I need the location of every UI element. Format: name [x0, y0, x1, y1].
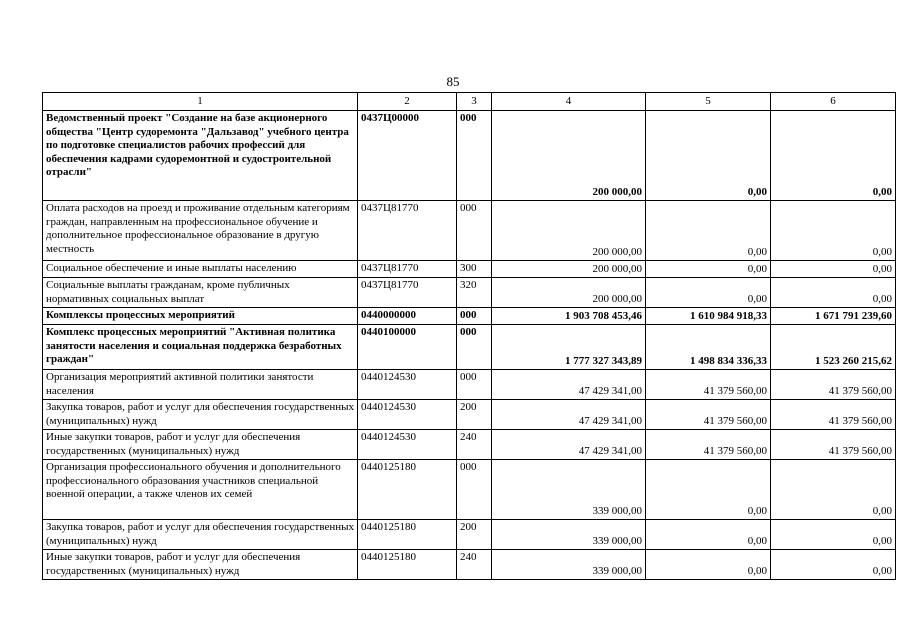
- row-name: Ведомственный проект "Создание на базе акционерного общества "Центр судоремонта "Дальзавод" учебного центра по подготовке специалистов рабочих профессий для обеспечения кадрами судоремонтной и судостроительной отрасли": [43, 111, 358, 201]
- table-row: [43, 278, 896, 308]
- row-value-col4: 339 000,00: [492, 520, 646, 550]
- row-expense-type: 000: [457, 325, 492, 370]
- row-code: 0437Ц81770: [358, 261, 457, 278]
- row-value-col5: 0,00: [646, 278, 771, 308]
- header-row: [43, 93, 896, 111]
- column-header: 6: [771, 93, 896, 111]
- column-header: 5: [646, 93, 771, 111]
- row-value-col4: 200 000,00: [492, 261, 646, 278]
- row-expense-type: 000: [457, 308, 492, 325]
- row-value-col5: 41 379 560,00: [646, 400, 771, 430]
- row-value-col6: 0,00: [771, 460, 896, 520]
- row-code: 0440124530: [358, 370, 457, 400]
- table-row: [43, 261, 896, 278]
- row-expense-type: 200: [457, 400, 492, 430]
- row-value-col5: 1 498 834 336,33: [646, 325, 771, 370]
- table-row: [43, 460, 896, 520]
- table-row: [43, 430, 896, 460]
- column-header: 3: [457, 93, 492, 111]
- row-value-col5: 1 610 984 918,33: [646, 308, 771, 325]
- row-value-col4: 200 000,00: [492, 278, 646, 308]
- row-code: 0440124530: [358, 400, 457, 430]
- row-code: 0437Ц81770: [358, 201, 457, 261]
- row-name: Организация мероприятий активной политики занятости населения: [43, 370, 358, 400]
- row-value-col5: 0,00: [646, 261, 771, 278]
- row-name: Оплата расходов на проезд и проживание отдельным категориям граждан, направленным на профессиональное обучение и дополнительное профессиональное образование в другую местность: [43, 201, 358, 261]
- table-row: [43, 370, 896, 400]
- row-value-col4: 47 429 341,00: [492, 400, 646, 430]
- row-name: Иные закупки товаров, работ и услуг для обеспечения государственных (муниципальных) нужд: [43, 550, 358, 580]
- row-value-col4: 47 429 341,00: [492, 370, 646, 400]
- row-name: Комплексы процессных мероприятий: [43, 308, 358, 325]
- row-name: Социальные выплаты гражданам, кроме публичных нормативных социальных выплат: [43, 278, 358, 308]
- row-value-col5: 0,00: [646, 520, 771, 550]
- row-name: Социальное обеспечение и иные выплаты населению: [43, 261, 358, 278]
- row-value-col4: 339 000,00: [492, 550, 646, 580]
- row-value-col5: 0,00: [646, 460, 771, 520]
- row-name: Закупка товаров, работ и услуг для обеспечения государственных (муниципальных) нужд: [43, 520, 358, 550]
- page-number: 85: [446, 74, 460, 89]
- row-value-col6: 0,00: [771, 111, 896, 201]
- row-name: Закупка товаров, работ и услуг для обеспечения государственных (муниципальных) нужд: [43, 400, 358, 430]
- column-header: 2: [358, 93, 457, 111]
- table-row: [43, 201, 896, 261]
- row-value-col6: 0,00: [771, 201, 896, 261]
- row-value-col5: 41 379 560,00: [646, 370, 771, 400]
- row-value-col6: 41 379 560,00: [771, 430, 896, 460]
- row-value-col4: 339 000,00: [492, 460, 646, 520]
- row-expense-type: 000: [457, 201, 492, 261]
- table-row: [43, 400, 896, 430]
- column-header: 1: [43, 93, 358, 111]
- row-name: Организация профессионального обучения и дополнительного профессионального образования участников специальной военной операции, а также членов их семей: [43, 460, 358, 520]
- row-code: 0440124530: [358, 430, 457, 460]
- table-row: [43, 520, 896, 550]
- row-expense-type: 300: [457, 261, 492, 278]
- row-value-col5: 41 379 560,00: [646, 430, 771, 460]
- row-code: 0440125180: [358, 460, 457, 520]
- row-value-col6: 1 671 791 239,60: [771, 308, 896, 325]
- row-code: 0440100000: [358, 325, 457, 370]
- row-value-col6: 41 379 560,00: [771, 370, 896, 400]
- table-row: [43, 111, 896, 201]
- row-value-col6: 0,00: [771, 278, 896, 308]
- row-value-col6: 41 379 560,00: [771, 400, 896, 430]
- row-expense-type: 000: [457, 460, 492, 520]
- row-value-col6: 0,00: [771, 550, 896, 580]
- row-value-col5: 0,00: [646, 550, 771, 580]
- row-expense-type: 240: [457, 430, 492, 460]
- row-expense-type: 000: [457, 111, 492, 201]
- row-code: 0437Ц00000: [358, 111, 457, 201]
- table-row: [43, 550, 896, 580]
- row-value-col4: 1 903 708 453,46: [492, 308, 646, 325]
- table-row: [43, 308, 896, 325]
- row-value-col4: 1 777 327 343,89: [492, 325, 646, 370]
- row-code: 0437Ц81770: [358, 278, 457, 308]
- row-code: 0440125180: [358, 550, 457, 580]
- row-expense-type: 200: [457, 520, 492, 550]
- row-value-col4: 47 429 341,00: [492, 430, 646, 460]
- row-code: 0440125180: [358, 520, 457, 550]
- row-expense-type: 240: [457, 550, 492, 580]
- table-row: [43, 325, 896, 370]
- budget-table: [42, 92, 896, 580]
- row-value-col6: 1 523 260 215,62: [771, 325, 896, 370]
- row-value-col6: 0,00: [771, 261, 896, 278]
- row-name: Иные закупки товаров, работ и услуг для обеспечения государственных (муниципальных) нужд: [43, 430, 358, 460]
- row-value-col4: 200 000,00: [492, 111, 646, 201]
- row-code: 0440000000: [358, 308, 457, 325]
- row-value-col4: 200 000,00: [492, 201, 646, 261]
- column-header: 4: [492, 93, 646, 111]
- row-expense-type: 320: [457, 278, 492, 308]
- row-value-col5: 0,00: [646, 201, 771, 261]
- row-value-col5: 0,00: [646, 111, 771, 201]
- row-value-col6: 0,00: [771, 520, 896, 550]
- table-body: [43, 111, 896, 580]
- row-expense-type: 000: [457, 370, 492, 400]
- row-name: Комплекс процессных мероприятий "Активная политика занятости населения и социальная поддержка безработных граждан": [43, 325, 358, 370]
